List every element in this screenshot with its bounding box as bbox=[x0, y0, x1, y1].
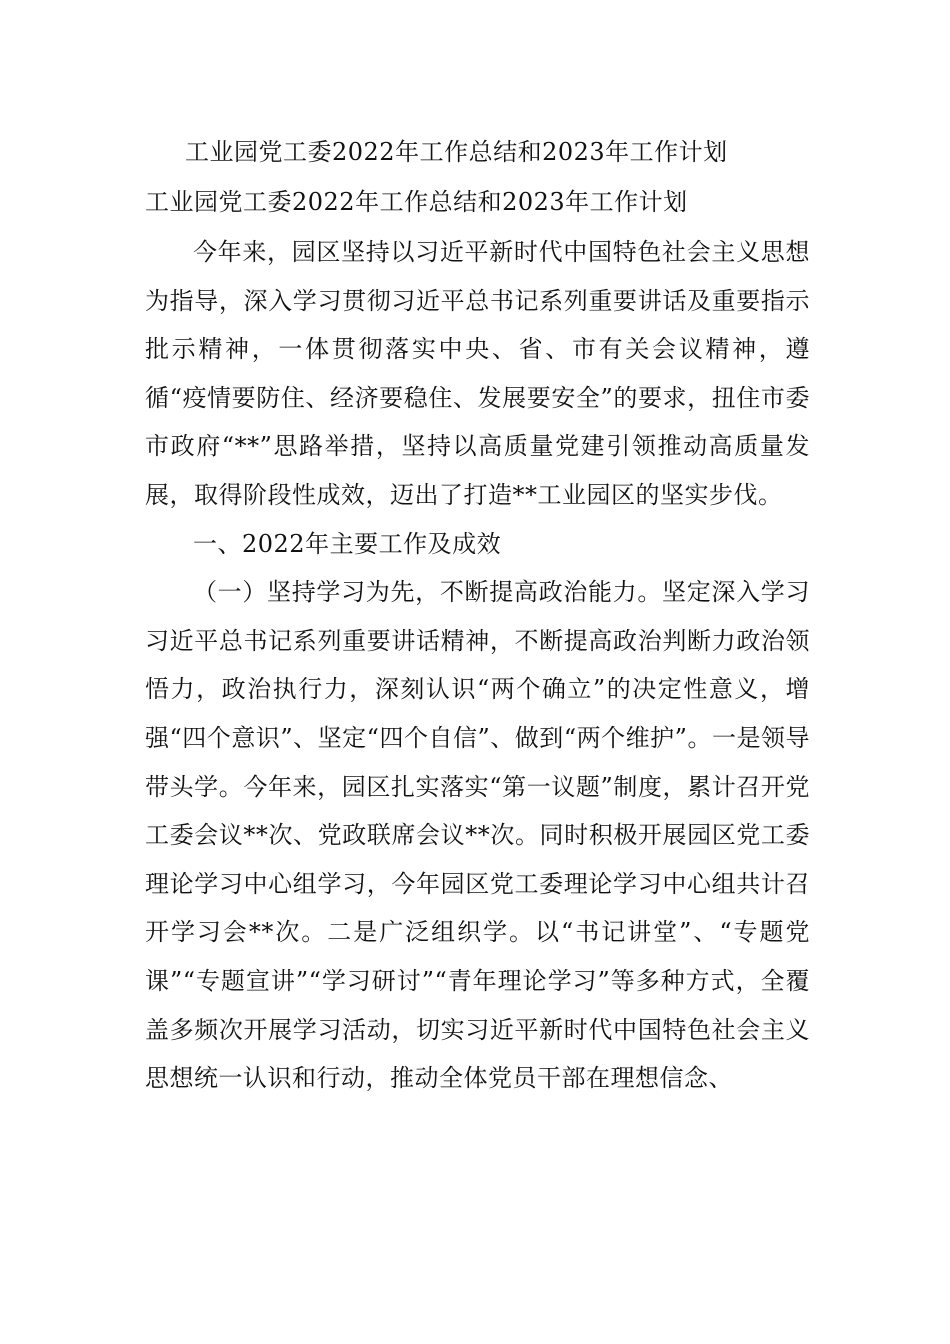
intro-paragraph: 今年来，园区坚持以习近平新时代中国特色社会主义思想为指导，深入学习贯彻习近平总书记系列重要讲话及重要指示批示精神，一体贯彻落实中央、省、市有关会议精神，遵循“疫情要防住、经济要稳住、发展要安全”的要求，扭住市委市政府“**”思路举措，坚持以高质量党建引领推动高质量发展，取得阶段性成效，迈出了打造**工业园区的坚实步伐。 bbox=[145, 238, 810, 509]
document-title-repeat: 工业园党工委2022年工作总结和2023年工作计划 bbox=[145, 188, 688, 216]
body-paragraph: （一）坚持学习为先，不断提高政治能力。坚定深入学习习近平总书记系列重要讲话精神，不断提高政治判断力政治领悟力，政治执行力，深刻认识“两个确立”的决定性意义，增强“四个意识”、坚定“四个自信”、做到“两个维护”。一是领导带头学。今年来，园区扎实落实“第一议题”制度，累计召开党工委会议**次、党政联席会议**次。同时积极开展园区党工委理论学习中心组学习，今年园区党工委理论学习中心组共计召开学习会**次。二是广泛组织学。以“书记讲堂”、“专题党课”“专题宣讲”“学习研讨”“青年理论学习”等多种方式，全覆盖多频次开展学习活动，切实习近平新时代中国特色社会主义思想统一认识和行动，推动全体党员干部在理想信念、 bbox=[145, 578, 810, 1093]
document-title: 工业园党工委2022年工作总结和2023年工作计划 bbox=[185, 138, 728, 166]
document-body bbox=[145, 128, 810, 1103]
section-heading: 一、2022年主要工作及成效 bbox=[193, 529, 502, 558]
